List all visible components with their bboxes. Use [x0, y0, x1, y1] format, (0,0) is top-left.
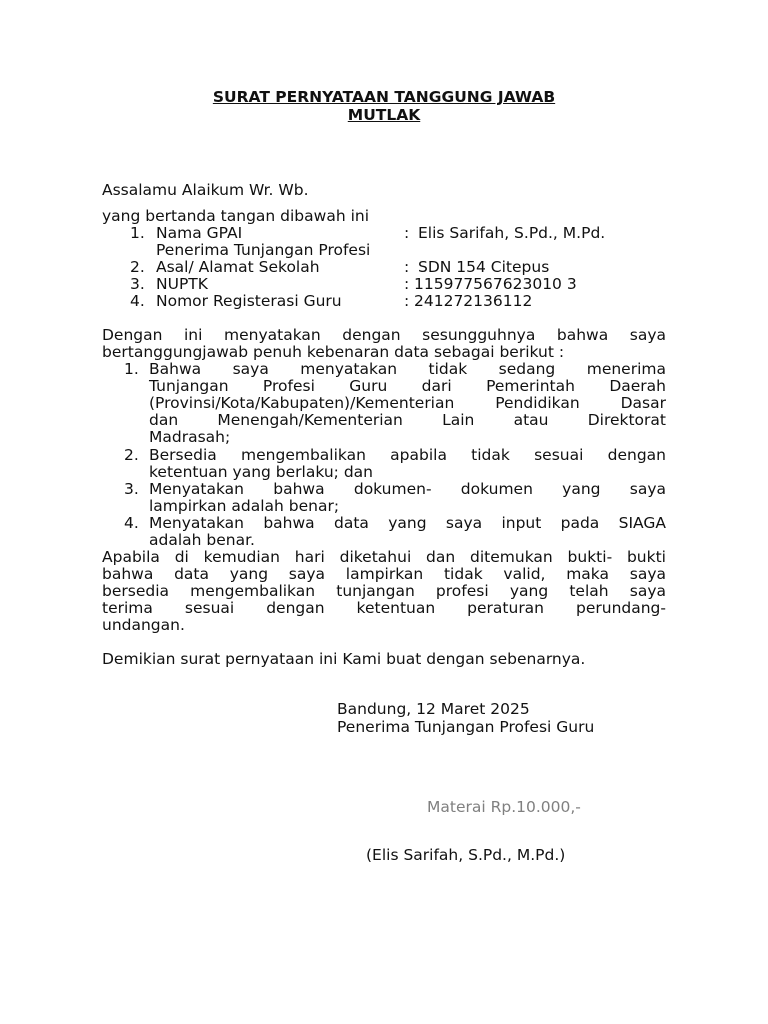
statement-number: 1. [124, 360, 139, 378]
intro-text: yang bertanda tangan dibawah ini [102, 207, 370, 225]
identity-label-role: Penerima Tunjangan Profesi [156, 241, 371, 259]
closing-statement: Demikian surat pernyataan ini Kami buat dengan sebenarnya. [102, 650, 586, 668]
statement-line: Tunjangan Profesi Guru dari Pemerintah Daerah [149, 377, 666, 395]
identity-separator: : [404, 258, 410, 276]
statement-line: Menyatakan bahwa dokumen- dokumen yang saya [149, 480, 666, 498]
declaration-intro-line: Dengan ini menyatakan dengan sesungguhnya bahwa saya [102, 326, 666, 344]
consequence-line: bersedia mengembalikan tunjangan profesi yang telah saya [102, 582, 666, 600]
statement-number: 4. [124, 514, 139, 532]
consequence-line: terima sesuai dengan ketentuan peraturan perundang- [102, 599, 666, 617]
identity-number: 3. [130, 275, 145, 293]
identity-value-registration: 241272136112 [414, 292, 533, 310]
signer-role: Penerima Tunjangan Profesi Guru [337, 718, 595, 736]
statement-line: (Provinsi/Kota/Kabupaten)/Kementerian Pendidikan Dasar [149, 394, 666, 412]
statement-line: lampirkan adalah benar; [149, 497, 340, 515]
identity-value-nuptk: 115977567623010 3 [414, 275, 577, 293]
identity-separator: : [404, 224, 410, 242]
statement-line: dan Menengah/Kementerian Lain atau Direktorat [149, 411, 666, 429]
identity-value-school: SDN 154 Citepus [418, 258, 550, 276]
identity-label-school: Asal/ Alamat Sekolah [156, 258, 320, 276]
document-title-line-1: SURAT PERNYATAAN TANGGUNG JAWAB [212, 88, 556, 106]
document-title-line-2: MUTLAK [347, 106, 421, 124]
statement-number: 3. [124, 480, 139, 498]
statement-line: Bahwa saya menyatakan tidak sedang menerima [149, 360, 666, 378]
statement-line: Madrasah; [149, 428, 231, 446]
identity-label-nuptk: NUPTK [156, 275, 208, 293]
place-date: Bandung, 12 Maret 2025 [337, 700, 530, 718]
statement-line: Bersedia mengembalikan apabila tidak sesuai dengan [149, 446, 666, 464]
signer-name: (Elis Sarifah, S.Pd., M.Pd.) [366, 846, 566, 864]
statement-line: Menyatakan bahwa data yang saya input pada SIAGA [149, 514, 666, 532]
identity-number: 4. [130, 292, 145, 310]
identity-separator: : [404, 275, 410, 293]
stamp-duty-placeholder: Materai Rp.10.000,- [427, 798, 581, 816]
consequence-line: bahwa data yang saya lampirkan tidak valid, maka saya [102, 565, 666, 583]
consequence-line: undangan. [102, 616, 185, 634]
identity-separator: : [404, 292, 410, 310]
identity-value-name: Elis Sarifah, S.Pd., M.Pd. [418, 224, 606, 242]
identity-label-registration: Nomor Registerasi Guru [156, 292, 342, 310]
declaration-intro-line: bertanggungjawab penuh kebenaran data sebagai berikut : [102, 343, 565, 361]
greeting: Assalamu Alaikum Wr. Wb. [102, 181, 309, 199]
identity-number: 2. [130, 258, 145, 276]
identity-label-name: Nama GPAI [156, 224, 243, 242]
consequence-line: Apabila di kemudian hari diketahui dan ditemukan bukti- bukti [102, 548, 666, 566]
statement-line: ketentuan yang berlaku; dan [149, 463, 373, 481]
statement-number: 2. [124, 446, 139, 464]
statement-line: adalah benar. [149, 531, 255, 549]
identity-number: 1. [130, 224, 145, 242]
